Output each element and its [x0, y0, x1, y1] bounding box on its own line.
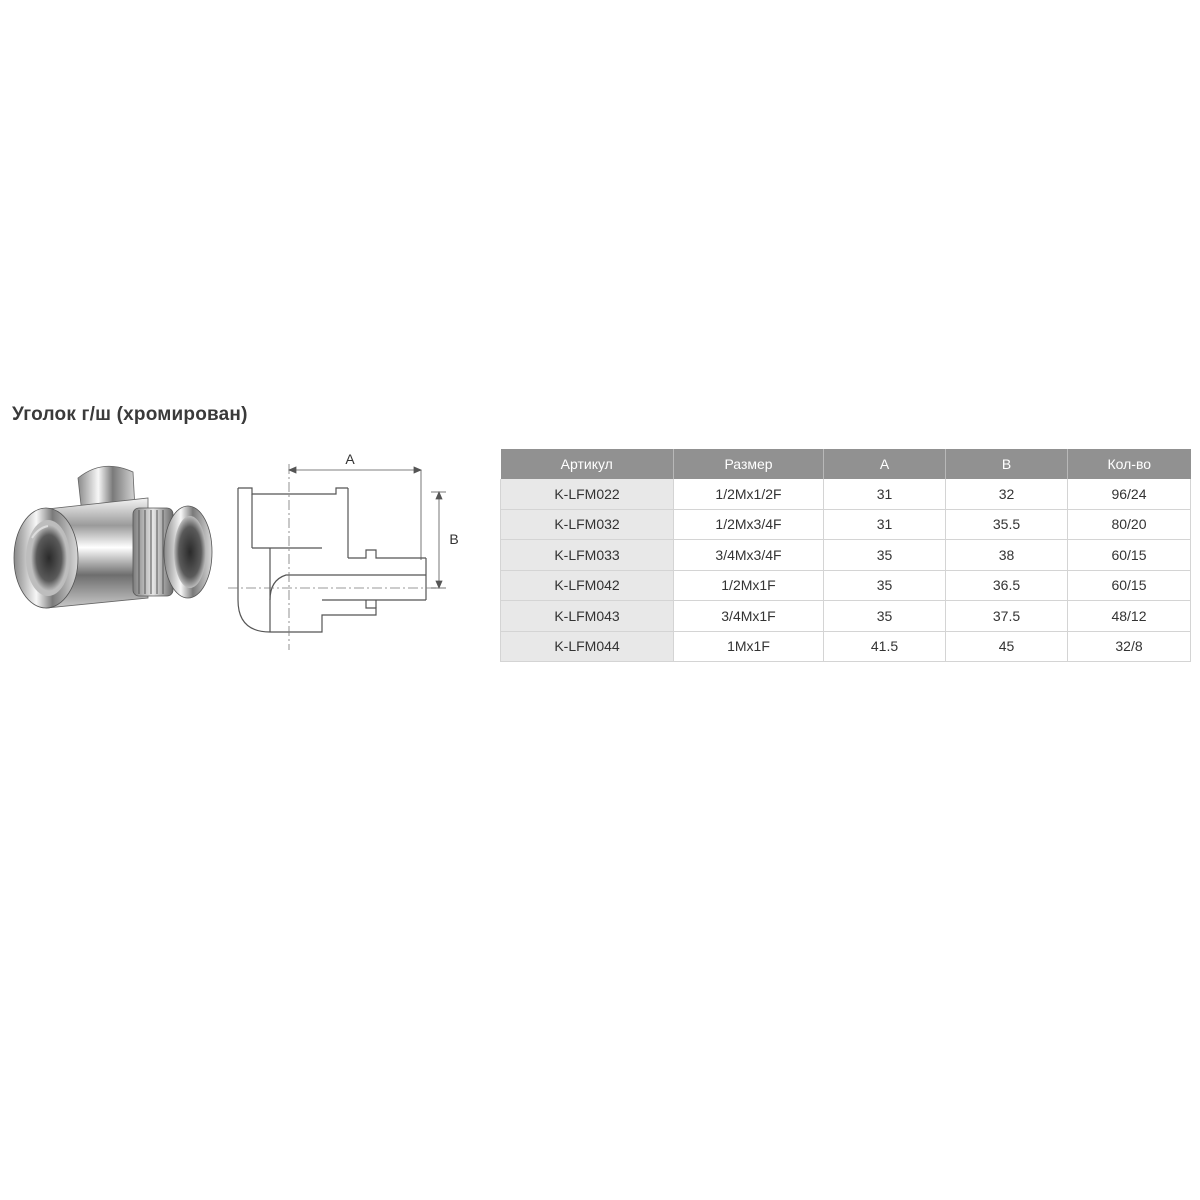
- table-row: [501, 570, 1191, 601]
- header-article: Артикул: [501, 449, 674, 479]
- cell-article: K-LFM043: [501, 601, 674, 632]
- cell-a: 35: [824, 570, 946, 601]
- cell-size: 3/4Mx1F: [674, 601, 824, 632]
- cell-article: K-LFM022: [501, 479, 674, 509]
- header-size: Размер: [674, 449, 824, 479]
- cell-b: 45: [946, 631, 1068, 662]
- cell-qty: 48/12: [1068, 601, 1191, 632]
- cell-size: 1/2Mx1F: [674, 570, 824, 601]
- cell-size: 1/2Mx3/4F: [674, 509, 824, 540]
- cell-article: K-LFM042: [501, 570, 674, 601]
- dimension-a-label: A: [345, 451, 355, 467]
- cell-article: K-LFM032: [501, 509, 674, 540]
- cell-a: 31: [824, 479, 946, 509]
- cell-b: 32: [946, 479, 1068, 509]
- cell-b: 38: [946, 540, 1068, 571]
- table-row: [501, 479, 1191, 509]
- header-qty: Кол-во: [1068, 449, 1191, 479]
- cell-size: 3/4Mx3/4F: [674, 540, 824, 571]
- header-a: A: [824, 449, 946, 479]
- cell-qty: 32/8: [1068, 631, 1191, 662]
- cell-a: 41.5: [824, 631, 946, 662]
- cell-size: 1/2Mx1/2F: [674, 479, 824, 509]
- technical-drawing: [226, 440, 478, 665]
- cell-article: K-LFM033: [501, 540, 674, 571]
- header-b: B: [946, 449, 1068, 479]
- cell-b: 37.5: [946, 601, 1068, 632]
- cell-qty: 80/20: [1068, 509, 1191, 540]
- cell-qty: 60/15: [1068, 570, 1191, 601]
- cell-a: 35: [824, 540, 946, 571]
- cell-article: K-LFM044: [501, 631, 674, 662]
- cell-a: 31: [824, 509, 946, 540]
- cell-a: 35: [824, 601, 946, 632]
- table-row: [501, 631, 1191, 662]
- table-row: [501, 601, 1191, 632]
- cell-qty: 60/15: [1068, 540, 1191, 571]
- product-title: Уголок г/ш (хромирован): [12, 404, 248, 425]
- cell-b: 36.5: [946, 570, 1068, 601]
- dimension-b-label: B: [449, 531, 459, 547]
- cell-qty: 96/24: [1068, 479, 1191, 509]
- cell-b: 35.5: [946, 509, 1068, 540]
- cell-size: 1Mx1F: [674, 631, 824, 662]
- table-row: [501, 509, 1191, 540]
- spec-table: [500, 449, 1191, 662]
- table-header-row: [501, 449, 1191, 479]
- table-row: [501, 540, 1191, 571]
- product-photo: [8, 458, 218, 638]
